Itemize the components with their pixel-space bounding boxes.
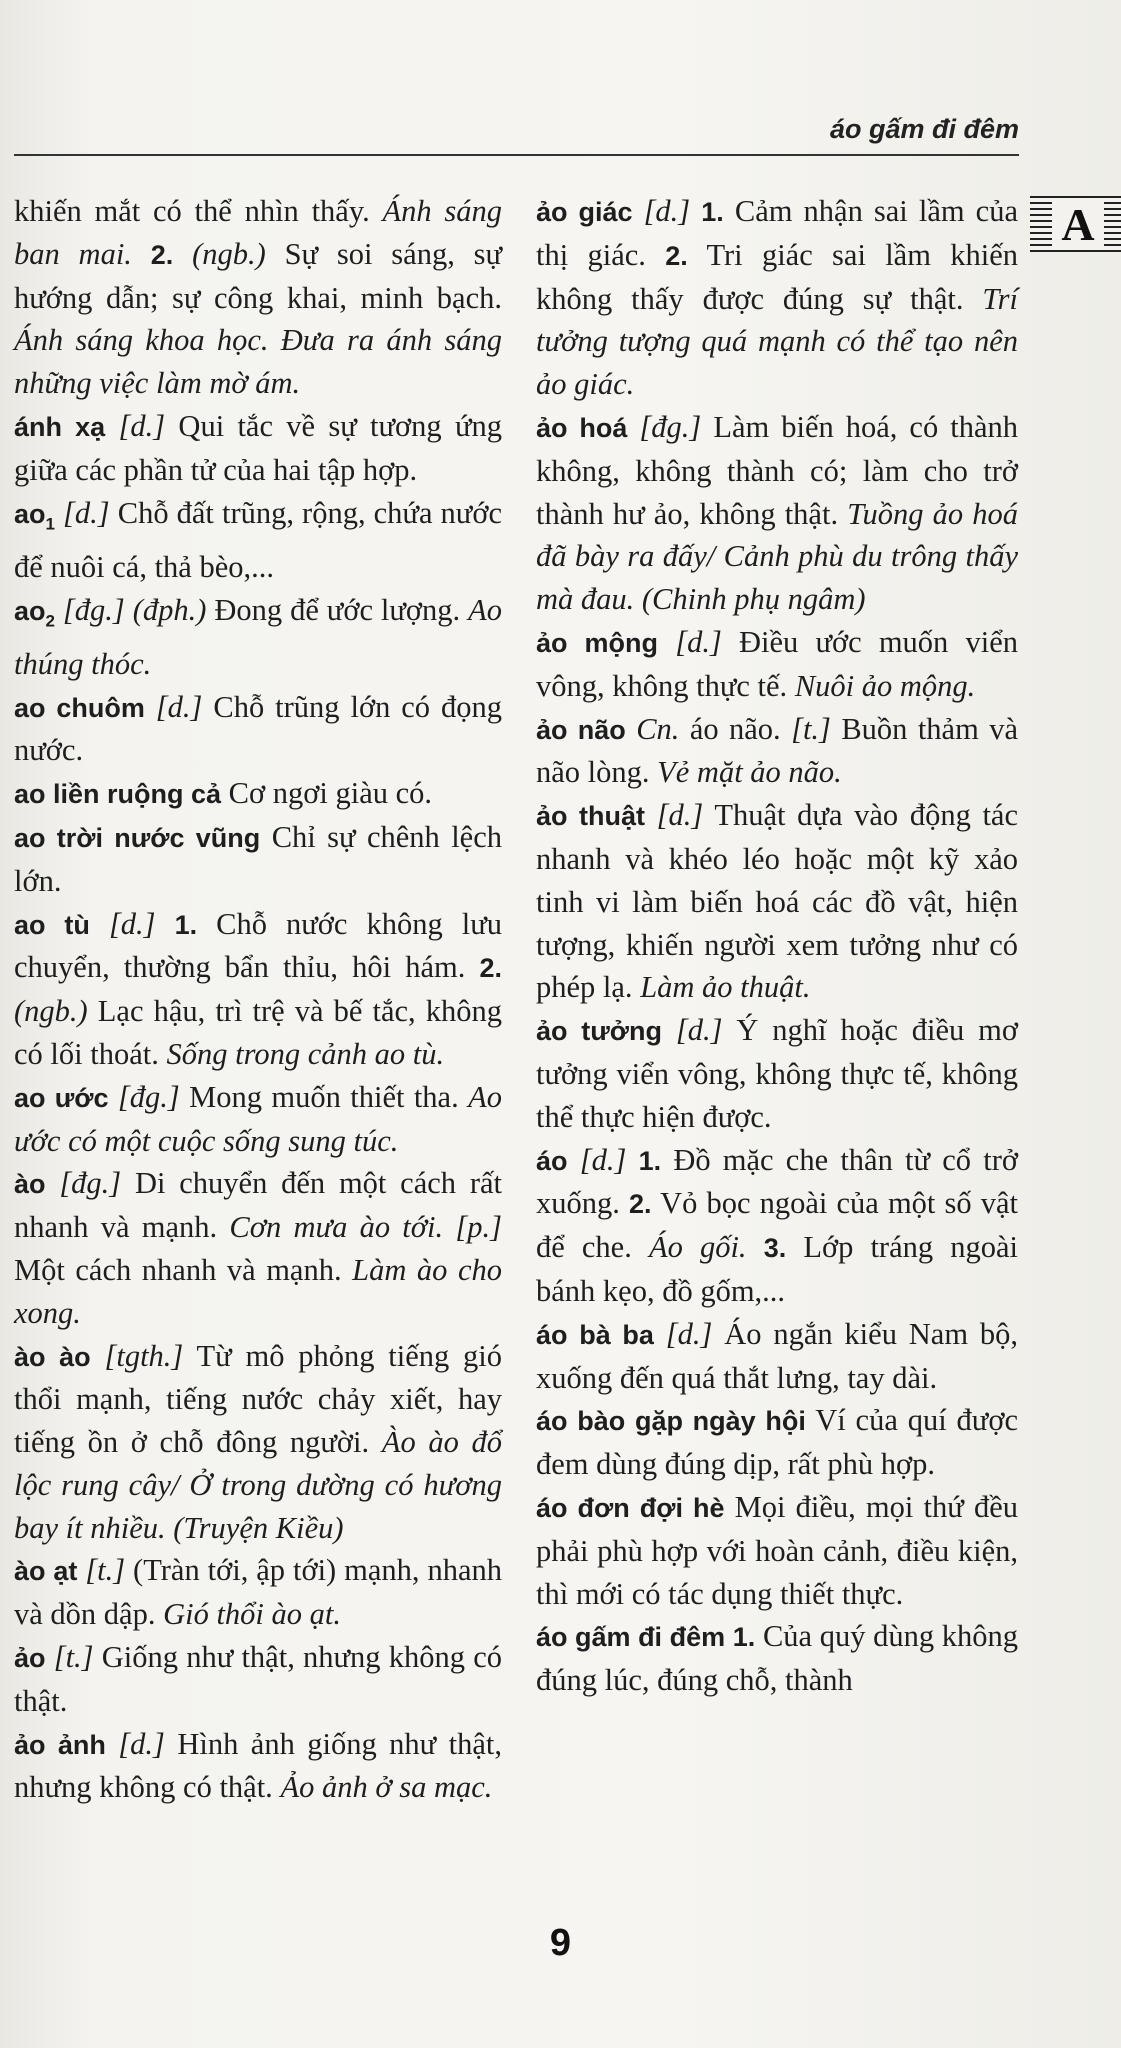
dictionary-entry — [536, 1313, 1018, 1400]
entry-headword — [536, 1406, 806, 1436]
entry-headword — [536, 1146, 568, 1176]
definition-text: Mong muốn thiết tha. — [179, 1079, 469, 1114]
definition-text: Sự soi sáng, sự hướng dẫn; sự công khai, minh bạch. — [14, 236, 503, 315]
headword-text: ao liền ruộng cả — [14, 779, 222, 810]
dictionary-entry — [14, 1076, 502, 1163]
grammar-label: [d.] — [155, 689, 203, 724]
definition-text: Di chuyển đến một cách rất nhanh và mạnh. — [14, 1166, 503, 1245]
definition-text: Qui tắc về sự tương ứng giữa các phần tử của hai tập hợp. — [14, 408, 502, 487]
headword-text: ảo ảnh — [14, 1729, 106, 1760]
headword-text: ao chuôm — [14, 692, 145, 723]
usage-example: Tuồng ảo hoá đã bày ra đấy/ Cảnh phù du trông thấy mà đau. (Chinh phụ ngâm) — [536, 496, 1018, 617]
headword-text: áo bà ba — [536, 1319, 654, 1350]
definition-text — [662, 1013, 676, 1047]
dictionary-entry — [536, 406, 1018, 621]
definition-text — [626, 1143, 638, 1177]
sense-number: 3. — [763, 1233, 787, 1264]
headword-text: ào ào — [14, 1341, 91, 1372]
entry-headword — [536, 801, 645, 831]
dictionary-entry — [14, 1549, 502, 1636]
dictionary-entry — [14, 772, 502, 816]
definition-text — [626, 712, 636, 746]
definition-text: Lớp tráng ngoài bánh kẹo, đồ gốm,... — [536, 1230, 1018, 1308]
entry-headword — [14, 1556, 77, 1586]
usage-example: Ào ào đổ lộc rung cây/ Ở trong dường có hương bay ít nhiều. (Truyện Kiều) — [14, 1425, 502, 1545]
dictionary-entry — [14, 190, 502, 405]
entry-headword — [14, 1342, 91, 1372]
entry-headword — [14, 412, 105, 442]
dictionary-entry — [536, 1486, 1018, 1615]
headword-text: ao — [14, 595, 46, 626]
dictionary-entry — [536, 1399, 1018, 1486]
entry-headword — [536, 1320, 654, 1350]
definition-text — [90, 907, 109, 941]
definition-text: khiến mắt có thể nhìn thấy. — [14, 194, 383, 228]
headword-text: ảo não — [536, 714, 626, 745]
grammar-label: [p.] — [455, 1210, 503, 1245]
sense-number: 1. — [174, 909, 198, 940]
usage-example: Nuôi ảo mộng. — [794, 668, 976, 703]
definition-text — [109, 1080, 118, 1114]
definition-text — [725, 1619, 733, 1653]
grammar-label: (ngb.) — [192, 236, 266, 271]
usage-example: Làm ào cho xong. — [14, 1252, 503, 1330]
definition-text: Tri giác sai lầm khiến không thấy được đúng sự thật. — [536, 237, 1018, 316]
definition-text — [443, 1210, 455, 1244]
grammar-label: Cn. — [636, 711, 680, 746]
grammar-label: [d.] — [118, 1726, 165, 1761]
dictionary-entry — [14, 1335, 502, 1550]
entry-headword — [14, 779, 221, 809]
headword-text: ánh xạ — [14, 411, 106, 442]
definition-text: Một cách nhanh và mạnh. — [14, 1252, 353, 1287]
usage-example: Áo gối. — [648, 1230, 747, 1265]
definition-text: Ví của quí được đem dùng đúng dịp, rất phù hợp. — [536, 1403, 1018, 1482]
thumb-tab-letter: A — [1052, 200, 1104, 250]
entry-headword — [536, 413, 627, 443]
dictionary-entry — [14, 589, 502, 686]
definition-text — [132, 237, 151, 271]
entry-headword — [14, 1643, 46, 1673]
headword-text: áo — [536, 1145, 568, 1176]
definition-text: Vỏ bọc ngoài của một số vật để che. — [536, 1186, 1019, 1265]
left-column — [14, 190, 502, 1809]
entry-headword — [14, 693, 145, 723]
definition-text — [690, 194, 701, 228]
definition-text: Chỉ sự chênh lệch lớn. — [14, 819, 502, 898]
definition-text: Thuật dựa vào động tác nhanh và khéo léo hoặc một kỹ xảo tinh vi làm biến hoá các đồ vật, hiện tượng, khiến người xem tưởng như có phép lạ. — [536, 798, 1019, 1005]
headword-text: ào ạt — [14, 1556, 78, 1587]
headword-text: ảo giác — [536, 197, 633, 227]
grammar-label: [d.] — [63, 495, 110, 530]
definition-text: Đồ mặc che thân từ cổ trở xuống. — [536, 1142, 1019, 1221]
entry-headword — [14, 1730, 106, 1760]
right-column — [536, 190, 1018, 1702]
definition-text — [105, 409, 118, 443]
usage-example: Ảo ảnh ở sa mạc. — [280, 1770, 493, 1805]
definition-text — [145, 690, 156, 724]
headword-text: áo gấm đi đêm — [536, 1622, 726, 1653]
sense-number: 1. — [732, 1622, 756, 1653]
dictionary-entry — [536, 621, 1018, 708]
definition-text — [46, 1166, 60, 1200]
definition-text: Cơ ngơi giàu có. — [221, 776, 433, 811]
definition-text: Làm biến hoá, có thành không, không thành có; làm cho trở thành hư ảo, không thật. — [536, 409, 1018, 531]
grammar-label: [d.] — [108, 906, 156, 941]
dictionary-entry — [14, 903, 502, 1076]
definition-text: Điều ước muốn viển vông, không thực tế. — [536, 624, 1018, 703]
usage-example: Làm ảo thuật. — [640, 970, 811, 1005]
headword-text: ảo tưởng — [536, 1016, 662, 1047]
definition-text: (Tràn tới, ập tới) mạnh, nhanh và dồn dập. — [14, 1553, 502, 1632]
entry-headword — [536, 628, 658, 658]
definition-text — [658, 625, 675, 659]
definition-text: Buồn thảm và não lòng. — [536, 711, 1019, 790]
grammar-label: (ngb.) — [14, 994, 88, 1029]
sense-number: 1. — [701, 197, 724, 227]
sense-number: 2. — [150, 239, 174, 270]
dictionary-entry — [536, 1139, 1018, 1313]
running-head — [14, 108, 1019, 156]
dictionary-entry — [536, 1615, 1018, 1702]
sense-number: 1. — [638, 1145, 662, 1176]
entry-headword — [14, 1169, 46, 1199]
dictionary-entry — [536, 190, 1018, 406]
entry-headword — [14, 1083, 109, 1113]
definition-text: Chỗ nước không lưu chuyển, thường bẩn thỉu, hôi hám. — [14, 906, 503, 985]
grammar-label: [d.] — [656, 798, 704, 833]
definition-text: Đong để ước lượng. — [206, 592, 469, 627]
dictionary-entry — [14, 1162, 502, 1334]
headword-text: ào — [14, 1169, 46, 1200]
grammar-label: [đg.] (đph.) — [62, 592, 207, 627]
definition-text — [55, 593, 63, 627]
definition-text: Của quý dùng không đúng lúc, đúng chỗ, thành — [536, 1619, 1019, 1698]
usage-example: Vẻ mặt ảo não. — [657, 755, 842, 790]
definition-text — [632, 194, 643, 228]
definition-text: Mọi điều, mọi thứ đều phải phù hợp với hoàn cảnh, điều kiện, thì mới có tác dụng thiết thực. — [536, 1489, 1018, 1611]
definition-text: Từ mô phỏng tiếng gió thổi mạnh, tiếng nước chảy xiết, hay tiếng ồn ở chỗ đông người. — [14, 1338, 503, 1460]
running-head-text: áo gấm đi đêm — [829, 114, 1019, 144]
definition-text — [654, 1317, 666, 1351]
headword-text: ảo thuật — [536, 801, 646, 832]
definition-text: Ý nghĩ hoặc điều mơ tưởng viển vông, không thực tế, không thể thực hiện được. — [536, 1013, 1019, 1134]
sense-number: 2. — [665, 240, 688, 271]
entry-headword — [14, 823, 260, 853]
grammar-label: [t.] — [53, 1640, 94, 1675]
definition-text: Áo ngắn kiểu Nam bộ, xuống đến quá thắt lưng, tay dài. — [536, 1316, 1018, 1395]
usage-example: Ao thúng thóc. — [14, 592, 502, 681]
grammar-label: [đg.] — [59, 1166, 122, 1201]
entry-headword — [14, 595, 55, 630]
headword-text: ao tù — [14, 909, 90, 940]
entry-headword — [536, 1622, 725, 1652]
usage-example: Trí tưởng tượng quá mạnh có thể tạo nên ảo giác. — [536, 281, 1018, 402]
definition-text — [55, 496, 63, 530]
dictionary-entry — [536, 794, 1018, 1009]
definition-text: Lạc hậu, trì trệ và bế tắc, không có lối thoát. — [14, 994, 502, 1071]
grammar-label: [t.] — [85, 1553, 126, 1588]
homonym-index: 2 — [45, 610, 55, 630]
definition-text: Cảm nhận sai lầm của thị giác. — [536, 194, 1018, 272]
sense-number: 2. — [629, 1189, 652, 1220]
dictionary-entry — [14, 1723, 502, 1810]
letter-thumb-tab — [1030, 196, 1121, 252]
grammar-label: [d.] — [579, 1142, 627, 1177]
headword-text: ao trời nước vũng — [14, 822, 261, 853]
definition-text: Hình ảnh giống như thật, nhưng không có thật. — [14, 1726, 503, 1805]
sense-number: 2. — [479, 953, 502, 984]
grammar-label: [d.] — [675, 1013, 723, 1048]
definition-text: Giống như thật, nhưng không có thật. — [14, 1640, 502, 1718]
homonym-index: 1 — [45, 513, 55, 533]
grammar-label: [d.] — [665, 1316, 713, 1351]
headword-text: áo đơn đợi hè — [536, 1492, 725, 1523]
usage-example: Sống trong cảnh ao tù. — [166, 1036, 445, 1071]
grammar-label: [đg.] — [117, 1079, 180, 1114]
dictionary-entry — [14, 405, 502, 492]
definition-text: áo não. — [679, 711, 792, 746]
definition-text — [645, 798, 657, 832]
page-number: 9 — [549, 1922, 572, 1964]
entry-headword — [14, 910, 90, 940]
definition-text — [747, 1230, 764, 1264]
usage-example: Ánh sáng khoa học. Đưa ra ánh sáng những việc làm mờ ám. — [14, 323, 502, 401]
definition-text — [568, 1143, 580, 1177]
entry-headword — [536, 1493, 724, 1523]
dictionary-entry — [536, 708, 1018, 795]
headword-text: ảo — [14, 1643, 46, 1674]
headword-text: ao — [14, 498, 46, 529]
usage-example: Ao ước có một cuộc sống sung túc. — [14, 1079, 502, 1158]
usage-example: Ánh sáng ban mai. — [14, 194, 502, 271]
grammar-label: [d.] — [118, 408, 166, 443]
dictionary-entry — [14, 1636, 502, 1723]
grammar-label: [t.] — [791, 711, 831, 746]
dictionary-entry — [14, 816, 502, 903]
entry-headword — [14, 498, 55, 533]
headword-text: ảo hoá — [536, 412, 628, 443]
entry-headword — [536, 197, 632, 227]
entry-headword — [536, 1016, 662, 1046]
definition-text — [91, 1339, 105, 1373]
grammar-label: [d.] — [643, 194, 691, 228]
entry-headword — [536, 715, 626, 745]
definition-text — [627, 410, 639, 444]
grammar-label: [d.] — [675, 624, 722, 659]
dictionary-entry — [14, 492, 502, 589]
definition-text — [173, 237, 192, 271]
grammar-label: [tgth.] — [104, 1338, 184, 1373]
headword-text: ảo mộng — [536, 627, 659, 658]
definition-text: Chỗ đất trũng, rộng, chứa nước để nuôi cá, thả bèo,... — [14, 495, 502, 584]
dictionary-entry — [14, 686, 502, 773]
grammar-label: [đg.] — [639, 409, 702, 444]
headword-text: áo bào gặp ngày hội — [536, 1406, 806, 1437]
headword-text: ao ước — [14, 1082, 109, 1113]
definition-text — [46, 1640, 54, 1674]
definition-text — [156, 907, 175, 941]
definition-text — [106, 1727, 118, 1761]
definition-text: Chỗ trũng lớn có đọng nước. — [14, 689, 503, 768]
dictionary-entry — [536, 1009, 1018, 1138]
usage-example: Cơn mưa ào tới. — [229, 1210, 444, 1245]
usage-example: Gió thổi ào ạt. — [163, 1597, 341, 1632]
